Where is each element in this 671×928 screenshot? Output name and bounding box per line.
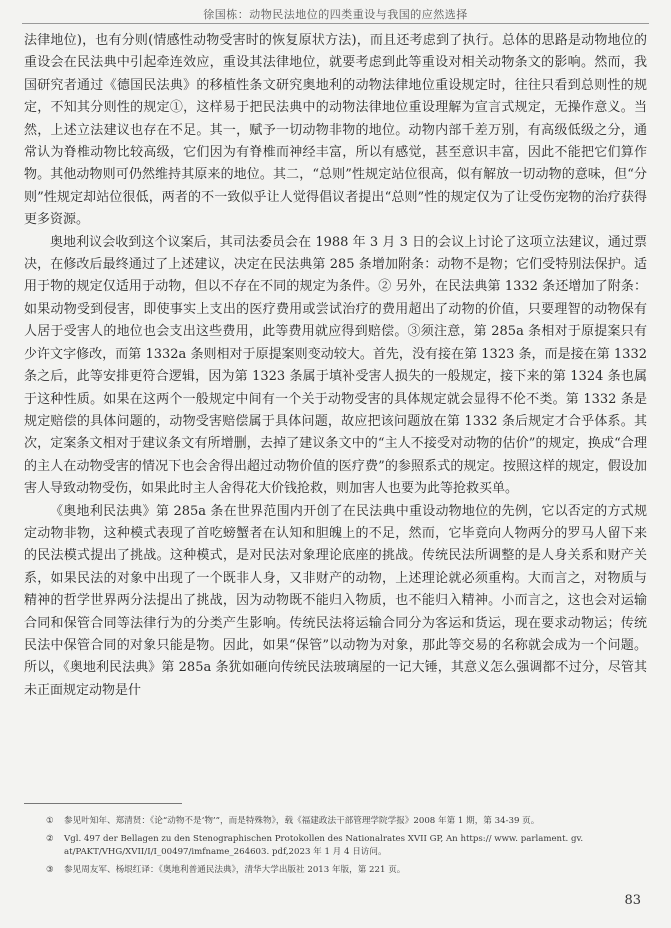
footnote xyxy=(24,864,647,878)
footnotes xyxy=(24,815,647,881)
footnote-mark: ② xyxy=(46,833,54,844)
header-rule xyxy=(22,23,649,24)
footnote-text: 参见叶知年、郑清贤：《论“动物不是‘物’”，而是特殊物》，载《福建政法干部管理学院学报》2008 年第 1 期，第 34-39 页。 xyxy=(64,816,540,826)
footnote xyxy=(24,833,647,860)
body-paragraph: 法律地位)，也有分则(情感性动物受害时的恢复原状方法)，而且还考虑到了执行。总体的思路是动物地位的重设会在民法典中引起牵连效应，重设其法律地位，就要考虑到此等重设对相关动物条文的影响。然而，我国研究者通过《德国民法典》的移植性条文研究奥地利的动物法律地位重设规定时，往往只看到总则性的规定，不知其分则性的规定①，这样易于把民法典中的动物法律地位重设理解为宣言式规定，无操作意义。当然，上述立法建议也存在不足。其一，赋予一切动物非物的地位。动物内部千差万别，有高级低级之分，通常认为脊椎动物比较高级，它们因为有脊椎而神经丰富，所以有感觉，甚至意识丰富，因此不能把它们算作物。其他动物则可仍然维持其原来的地位。其二，“总则”性规定站位很高，似有解放一切动物的意味，但“分则”性规定却站位很低，两者的不一致似乎让人觉得倡议者提出“总则”性的规定仅为了让受伤宠物的治疗获得更多资源。 xyxy=(24,33,647,228)
page-number: 83 xyxy=(624,893,641,908)
footnote-text: 参见周友军、杨垠红译：《奥地利普通民法典》，清华大学出版社 2013 年版，第 221 页。 xyxy=(64,864,406,875)
footnote-text: Vgl. 497 der Bellagen zu den Stenographischen Protokollen des Nationalrates XVII GP, An https:// www. parlament. gv. at/PAKT/VHG/XVII/I/I_00497/imfname_264603. pdf,2023 年 1 月 4 日访问。 xyxy=(64,833,584,858)
footnote-mark: ③ xyxy=(46,864,54,875)
body-paragraph: 奥地利议会收到这个议案后，其司法委员会在 1988 年 3 月 3 日的会议上讨论了这项立法建议，通过票决，在修改后最终通过了上述建议，决定在民法典第 285 条增加附条：动物不是物；它们受特别法保护。适用于物的规定仅适用于动物，但以不存在不同的规定为条件。② 另外，在民法典第 1332 条还增加了附条：如果动物受到侵害，即使事实上支出的医疗费用或尝试治疗的费用超出了动物的价值，只要理智的动物保有人居于受害人的地位也会支出这些费用，此等费用就应得到赔偿。③须注意，第 285a 条相对于原提案只有少许文字修改，而第 1332a 条则相对于原提案则变动较大。首先，没有接在第 1323 条，而是接在第 1332 条之后，此等安排更符合逻辑，因为第 1323 条属于填补受害人损失的一般规定，接下来的第 1324 条也属于这种性质。如果在这两个一般规定中间有一个关于动物受害的具体规定就会显得不伦不类。第 1332 条是规定赔偿的具体问题的，动物受害赔偿属于具体问题，故应把该问题放在第 1332 条后规定才合乎体系。其次，定案条文相对于建议条文有所增删，去掉了建议条文中的“主人不接受对动物的估价”的规定，换成“合理的主人在动物受害的情况下也会舍得出超过动物价值的医疗费”的参照系式的规定。按照这样的规定，假设加害人导致动物受伤，如果此时主人舍得花大价钱抢救，则加害人也要为此等抢救买单。 xyxy=(24,234,647,497)
article-body xyxy=(24,30,647,702)
running-header: 徐国栋：动物民法地位的四类重设与我国的应然选择 xyxy=(203,8,468,21)
footnote xyxy=(24,815,647,829)
footnote-mark: ① xyxy=(46,816,54,826)
body-paragraph: 《奥地利民法典》第 285a 条在世界范围内开创了在民法典中重设动物地位的先例，它以否定的方式规定动物非物，这种模式表现了首吃螃蟹者在认知和胆魄上的不足，然而，它毕竟向人物两分的罗马人留下来的民法模式提出了挑战。这种模式，是对民法对象理论底座的挑战。传统民法所调整的是人身关系和财产关系，如果民法的对象中出现了一个既非人身，又非财产的动物，上述理论就必须重构。大而言之，对物质与精神的哲学世界两分法提出了挑战，因为动物既不能归入物质，也不能归入精神。小而言之，这也会对运输合同和保管合同等法律行为的分类产生影响。传统民法将运输合同分为客运和货运，现在要求动物运；传统民法中保管合同的对象只能是物。因此，如果“保管”以动物为对象，那此等交易的名称就会成为一个问题。所以，《奥地利民法典》第 285a 条犹如砸向传统民法玻璃屋的一记大锤，其意义怎么强调都不过分，尽管其未正面规定动物是什 xyxy=(24,503,647,698)
footnote-rule xyxy=(24,803,182,804)
